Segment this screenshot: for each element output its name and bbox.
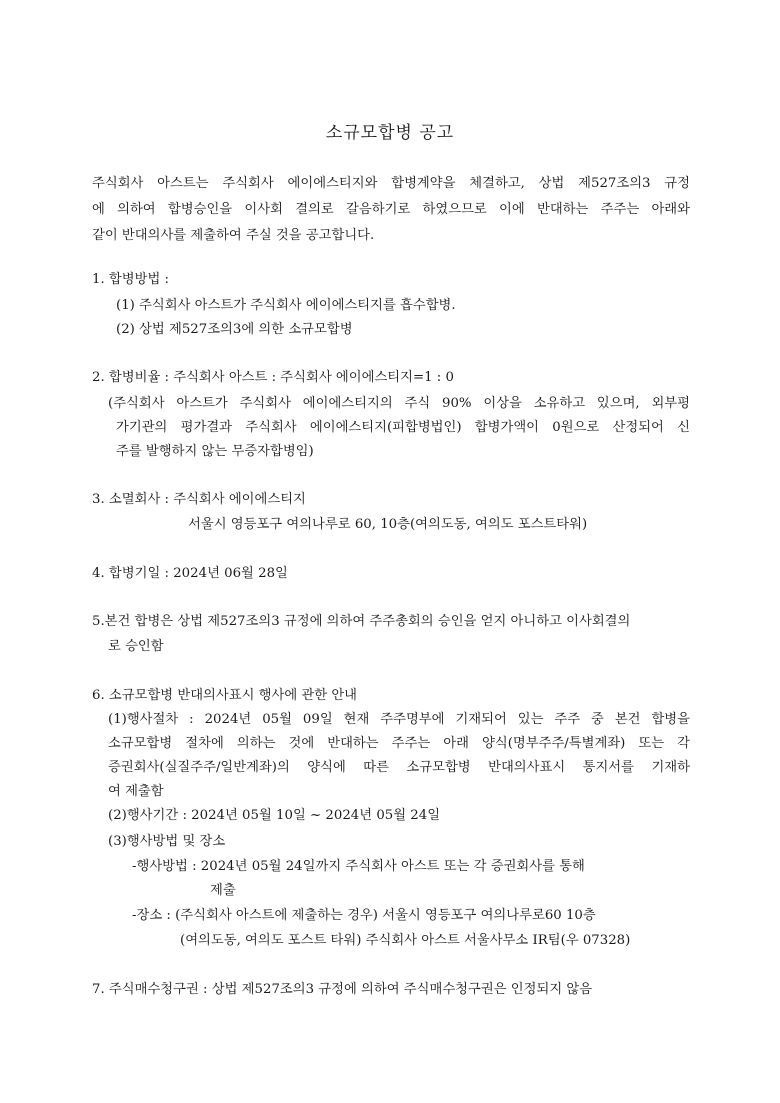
section-5-line-2: 로 승인함 xyxy=(108,639,164,654)
section-6-heading: 6. 소규모합병 반대의사표시 행사에 관한 안내 xyxy=(92,688,358,703)
section-2-note-3: 주를 발행하지 않는 무증자합병임) xyxy=(116,444,314,459)
section-6-p1-line-4: 여 제출함 xyxy=(108,784,164,799)
section-3-address: 서울시 영등포구 여의나루로 60, 10층(여의도동, 여의도 포스트타워) xyxy=(188,517,588,532)
section-2-note-1: (주식회사 아스트가 주식회사 에이에스티지의 주식 90% 이상을 소유하고 있으며, 외부평 xyxy=(108,396,690,411)
section-6-p3: (3)행사방법 및 장소 xyxy=(108,834,226,849)
section-6-p1-line-3: 증권회사(실질주주/일반계좌)의 양식에 따른 소규모합병 반대의사표시 통지서를 기재하 xyxy=(108,760,690,775)
section-6-method-line-1: -행사방법 : 2024년 05월 24일까지 주식회사 아스트 또는 각 증권회사를 통해 xyxy=(132,859,585,874)
section-6-p2: (2)행사기간 : 2024년 05월 10일 ~ 2024년 05월 24일 xyxy=(108,808,441,823)
intro-line-2: 에 의하여 합병승인을 이사회 결의로 갈음하기로 하였으므로 이에 반대하는 주주는 아래와 xyxy=(92,202,690,217)
section-2-note-2: 가기관의 평가결과 주식회사 에이에스티지(피합병법인) 합병가액이 0원으로 산정되어 신 xyxy=(116,420,690,435)
section-6-place-line-1: -장소 : (주식회사 아스트에 제출하는 경우) 서울시 영등포구 여의나루로60 10층 xyxy=(132,908,596,923)
section-1-item-1: (1) 주식회사 아스트가 주식회사 에이에스티지를 흡수합병. xyxy=(116,298,456,313)
section-5-line-1: 5.본건 합병은 상법 제527조의3 규정에 의하여 주주총회의 승인을 얻지 아니하고 이사회결의 xyxy=(92,614,631,629)
section-6-method-line-2: 제출 xyxy=(210,883,236,898)
section-1-heading: 1. 합병방법 : xyxy=(92,272,169,287)
document-title: 소규모합병 공고 xyxy=(325,123,455,143)
section-1-item-2: (2) 상법 제527조의3에 의한 소규모합병 xyxy=(116,322,353,337)
section-7-heading: 7. 주식매수청구권 : 상법 제527조의3 규정에 의하여 주식매수청구권은 인정되지 않음 xyxy=(92,982,593,997)
intro-line-3: 같이 반대의사를 제출하여 주실 것을 공고합니다. xyxy=(92,228,375,243)
intro-line-1: 주식회사 아스트는 주식회사 에이에스티지와 합병계약을 체결하고, 상법 제527조의3 규정 xyxy=(92,176,690,191)
section-6-p1-line-1: (1)행사절차 : 2024년 05월 09일 현재 주주명부에 기재되어 있는 주주 중 본건 합병을 xyxy=(108,712,690,727)
section-2-heading: 2. 합병비율 : 주식회사 아스트 : 주식회사 에이에스티지=1 : 0 xyxy=(92,370,454,385)
section-6-place-line-2: (여의도동, 여의도 포스트 타워) 주식회사 아스트 서울사무소 IR팀(우 07328) xyxy=(180,933,631,948)
section-6-p1-line-2: 소규모합병 절차에 의하는 것에 반대하는 주주는 아래 양식(명부주주/특별계좌) 또는 각 xyxy=(108,736,690,751)
section-3-heading: 3. 소멸회사 : 주식회사 에이에스티지 xyxy=(92,492,306,507)
section-4-heading: 4. 합병기일 : 2024년 06월 28일 xyxy=(92,566,288,581)
